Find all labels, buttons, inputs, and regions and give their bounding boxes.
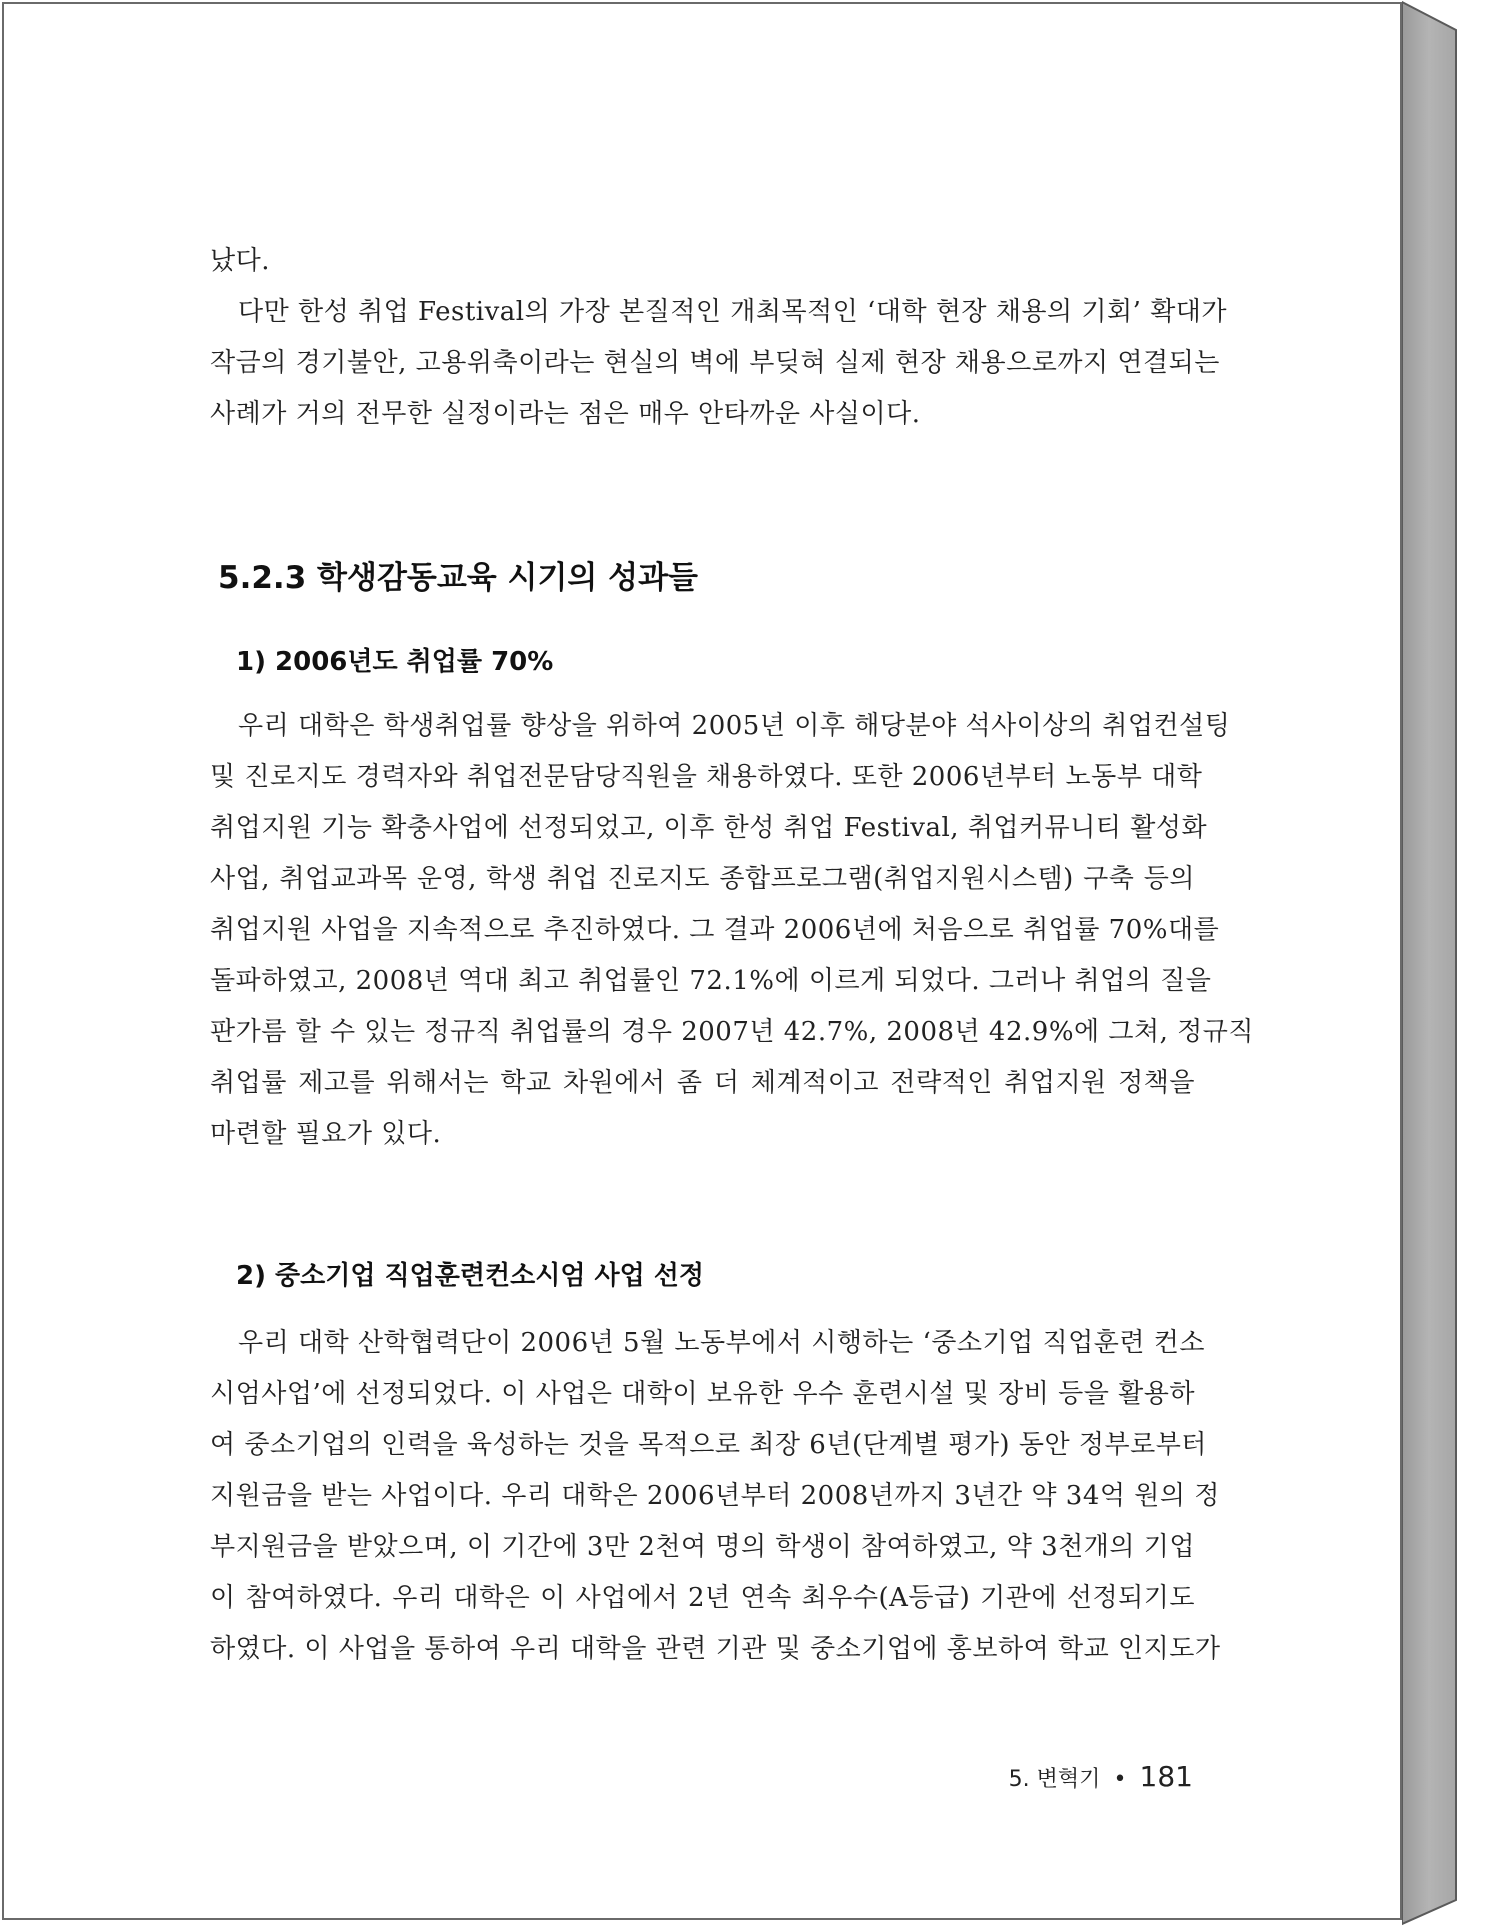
text-line: 취업률 제고를 위해서는 학교 차원에서 좀 더 체계적이고 전략적인 취업지원 정책을	[210, 1068, 1195, 1098]
text-line: 작금의 경기불안, 고용위축이라는 현실의 벽에 부딪혀 실제 현장 채용으로까지 연결되는	[210, 348, 1220, 378]
chapter-label: 5. 변혁기	[1008, 1767, 1101, 1792]
page-number: 181	[1139, 1760, 1193, 1793]
text-line: 하였다. 이 사업을 통하여 우리 대학을 관련 기관 및 중소기업에 홍보하여 학교 인지도가	[210, 1634, 1221, 1664]
text-line: 부지원금을 받았으며, 이 기간에 3만 2천여 명의 학생이 참여하였고, 약 3천개의 기업	[210, 1532, 1195, 1562]
text-line: 및 진로지도 경력자와 취업전문담당직원을 채용하였다. 또한 2006년부터 노동부 대학	[210, 762, 1203, 792]
subsection-title-2: 2) 중소기업 직업훈련컨소시엄 사업 선정	[236, 1261, 705, 1291]
text-line: 돌파하였고, 2008년 역대 최고 취업률인 72.1%에 이르게 되었다. 그러나 취업의 질을	[210, 966, 1212, 996]
text-line: 시엄사업’에 선정되었다. 이 사업은 대학이 보유한 우수 훈련시설 및 장비 등을 활용하	[210, 1379, 1195, 1409]
text-line: 판가름 할 수 있는 정규직 취업률의 경우 2007년 42.7%, 2008년 42.9%에 그쳐, 정규직	[210, 1017, 1255, 1047]
text-line: 사업, 취업교과목 운영, 학생 취업 진로지도 종합프로그램(취업지원시스템) 구축 등의	[210, 864, 1195, 894]
book-spine	[1402, 0, 1458, 1926]
subsection-1-paragraph	[210, 701, 1255, 1160]
footer-bullet: •	[1113, 1767, 1127, 1792]
subsection-title-1: 1) 2006년도 취업률 70%	[236, 647, 554, 677]
text-line: 마련할 필요가 있다.	[210, 1119, 442, 1149]
text-line: 취업지원 사업을 지속적으로 추진하였다. 그 결과 2006년에 처음으로 취업률 70%대를	[210, 915, 1220, 945]
text-line: 우리 대학은 학생취업률 향상을 위하여 2005년 이후 해당분야 석사이상의 취업컨설팅	[238, 711, 1231, 741]
page-footer	[1009, 1760, 1193, 1793]
text-line: 우리 대학 산학협력단이 2006년 5월 노동부에서 시행하는 ‘중소기업 직업훈련 컨소	[238, 1328, 1205, 1358]
text-line: 지원금을 받는 사업이다. 우리 대학은 2006년부터 2008년까지 3년간 약 34억 원의 정	[210, 1481, 1220, 1511]
intro-paragraph	[210, 236, 1228, 440]
text-line: 사례가 거의 전무한 실정이라는 점은 매우 안타까운 사실이다.	[210, 399, 921, 429]
text-line: 이 참여하였다. 우리 대학은 이 사업에서 2년 연속 최우수(A등급) 기관에 선정되기도	[210, 1583, 1195, 1613]
text-line: 취업지원 기능 확충사업에 선정되었고, 이후 한성 취업 Festival, 취업커뮤니티 활성화	[210, 813, 1208, 843]
subsection-2-paragraph	[210, 1318, 1221, 1675]
text-line: 났다.	[210, 246, 270, 276]
text-line: 다만 한성 취업 Festival의 가장 본질적인 개최목적인 ‘대학 현장 채용의 기회’ 확대가	[238, 297, 1228, 327]
text-line: 여 중소기업의 인력을 육성하는 것을 목적으로 최장 6년(단계별 평가) 동안 정부로부터	[210, 1430, 1207, 1460]
section-title: 5.2.3 학생감동교육 시기의 성과들	[218, 560, 698, 596]
